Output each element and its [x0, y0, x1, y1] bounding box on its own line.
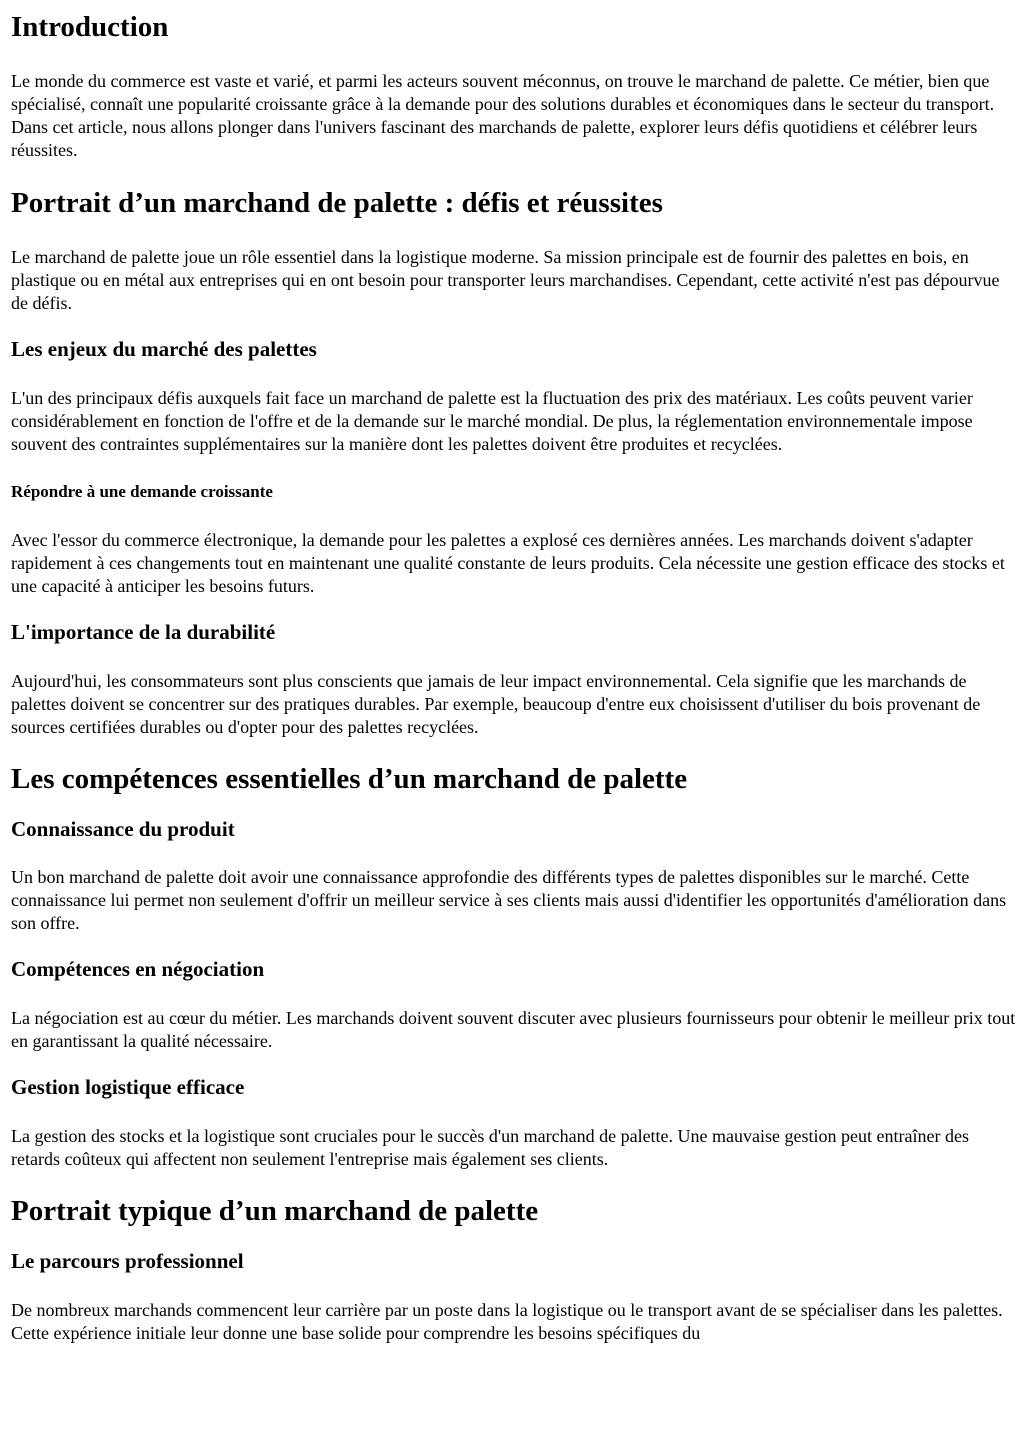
- heading-portrait: Portrait d’un marchand de palette : défis et réussites: [11, 187, 663, 219]
- paragraph-durabilite: Aujourd'hui, les consommateurs sont plus conscients que jamais de leur impact environnemental. Cela signifie que les marchands de palettes doivent se concentrer sur des pratiques durables. Par exemple, beaucoup d'entre eux choisissent d'utiliser du bois provenant de sources certifiées durables ou d'opter pour des palettes recyclées.: [11, 671, 981, 737]
- paragraph-enjeux: L'un des principaux défis auxquels fait face un marchand de palette est la fluctuation des prix des matériaux. Les coûts peuvent varier considérablement en fonction de l'offre et de la demande sur le marché mondial. De plus, la réglementation environnementale impose souvent des contraintes supplémentaires sur la manière dont les palettes doivent être produites et recyclées.: [11, 388, 973, 454]
- paragraph-portrait: Le marchand de palette joue un rôle essentiel dans la logistique moderne. Sa mission principale est de fournir des palettes en bois, en plastique ou en métal aux entreprises qui en ont besoin pour transporter leurs marchandises. Cependant, cette activité n'est pas dépourvue de défis.: [11, 247, 1000, 313]
- heading-portrait-typique: Portrait typique d’un marchand de palette: [11, 1195, 539, 1227]
- paragraph-parcours: De nombreux marchands commencent leur carrière par un poste dans la logistique ou le transport avant de se spécialiser dans les palettes. Cette expérience initiale leur donne une base solide pour comprendre les besoins spécifiques du: [11, 1300, 1003, 1343]
- paragraph-repondre: Avec l'essor du commerce électronique, la demande pour les palettes a explosé ces dernières années. Les marchands doivent s'adapter rapidement à ces changements tout en maintenant une qualité constante de leurs produits. Cela nécessite une gestion efficace des stocks et une capacité à anticiper les besoins futurs.: [11, 530, 1005, 596]
- paragraph-negociation: La négociation est au cœur du métier. Les marchands doivent souvent discuter avec plusieurs fournisseurs pour obtenir le meilleur prix tout en garantissant la qualité nécessaire.: [11, 1008, 1016, 1051]
- heading-introduction: Introduction: [11, 11, 169, 43]
- paragraph-introduction: Le monde du commerce est vaste et varié, et parmi les acteurs souvent méconnus, on trouve le marchand de palette. Ce métier, bien que spécialisé, connaît une popularité croissante grâce à la demande pour des solutions durables et économiques dans le secteur du transport. Dans cet article, nous allons plonger dans l'univers fascinant des marchands de palette, explorer leurs défis quotidiens et célébrer leurs réussites.: [11, 71, 995, 160]
- heading-durabilite: L'importance de la durabilité: [11, 620, 276, 644]
- heading-enjeux: Les enjeux du marché des palettes: [11, 337, 317, 361]
- paragraph-connaissance: Un bon marchand de palette doit avoir une connaissance approfondie des différents types de palettes disponibles sur le marché. Cette connaissance lui permet non seulement d'offrir un meilleur service à ses clients mais aussi d'identifier les opportunités d'amélioration dans son offre.: [11, 867, 1007, 933]
- heading-repondre: Répondre à une demande croissante: [11, 482, 273, 501]
- article-page: [0, 10, 1024, 1446]
- heading-competences: Les compétences essentielles d’un marchand de palette: [11, 763, 688, 795]
- heading-parcours: Le parcours professionnel: [11, 1249, 244, 1273]
- paragraph-logistique: La gestion des stocks et la logistique sont cruciales pour le succès d'un marchand de palette. Une mauvaise gestion peut entraîner des retards coûteux qui affectent non seulement l'entreprise mais également ses clients.: [11, 1126, 969, 1169]
- heading-logistique: Gestion logistique efficace: [11, 1075, 245, 1099]
- heading-negociation: Compétences en négociation: [11, 957, 265, 981]
- heading-connaissance: Connaissance du produit: [11, 817, 235, 841]
